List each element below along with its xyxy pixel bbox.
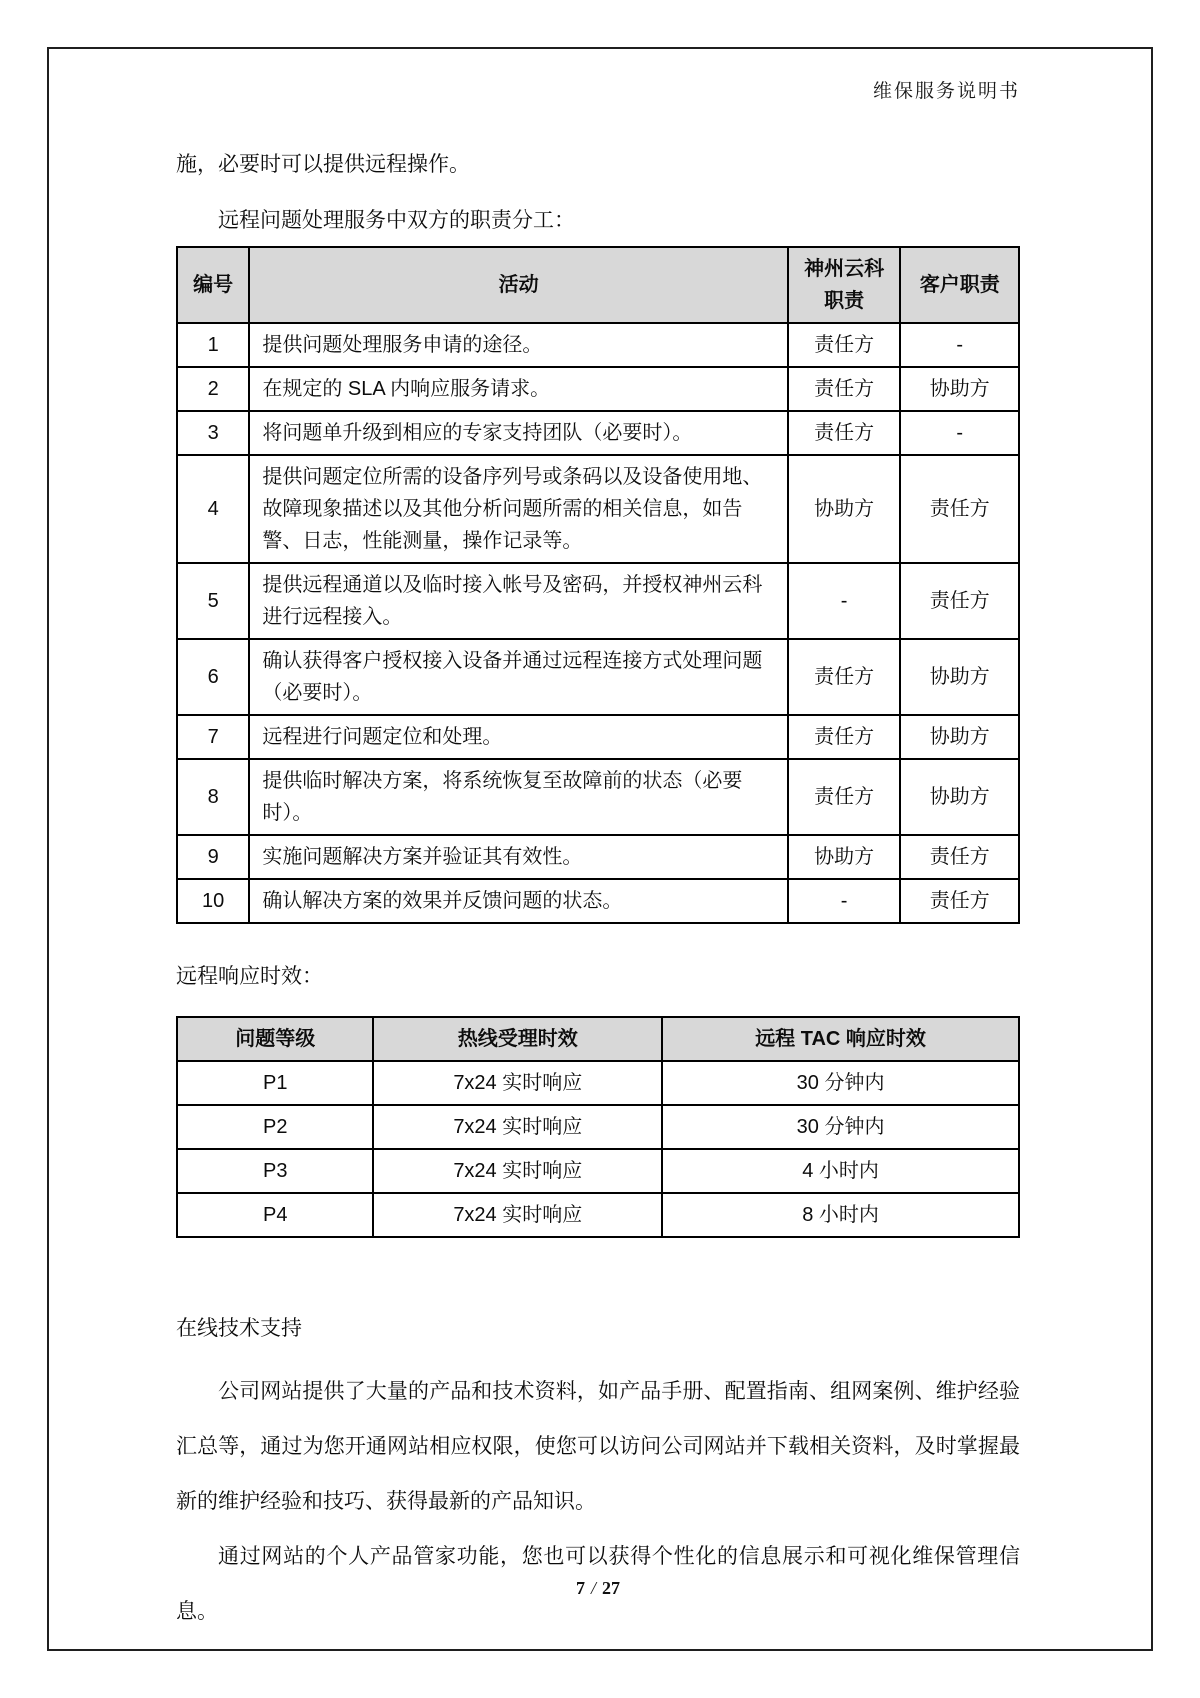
row-no: 2 [177,367,249,411]
row-provider-role: 责任方 [788,759,901,835]
table-row [177,323,1019,367]
col-header-provider-line2: 职责 [824,290,865,312]
row-activity: 将问题单升级到相应的专家支持团队（必要时）。 [249,411,788,455]
row-customer-role: 责任方 [900,835,1019,879]
table-row [177,455,1019,563]
row-provider-role: 责任方 [788,639,901,715]
row-customer-role: 协助方 [900,367,1019,411]
table-row [177,715,1019,759]
row-tac: 8 小时内 [662,1193,1019,1237]
row-no: 1 [177,323,249,367]
response-time-table [176,1016,1020,1238]
table-row [177,1061,1019,1105]
page-footer [176,1578,1020,1599]
row-activity: 提供远程通道以及临时接入帐号及密码，并授权神州云科进行远程接入。 [249,563,788,639]
row-no: 4 [177,455,249,563]
table-row [177,1193,1019,1237]
row-provider-role: 协助方 [788,835,901,879]
row-level: P1 [177,1061,373,1105]
row-activity: 确认获得客户授权接入设备并通过远程连接方式处理问题（必要时）。 [249,639,788,715]
row-provider-role: 责任方 [788,323,901,367]
table-row [177,879,1019,923]
col-header-no: 编号 [177,247,249,323]
online-support-paragraph-1: 公司网站提供了大量的产品和技术资料，如产品手册、配置指南、组网案例、维护经验汇总等，通过为您开通网站相应权限，使您可以访问公司网站并下载相关资料，及时掌握最新的维护经验和技巧、获得最新的产品知识。 [176,1380,1020,1514]
page-number-separator: / [590,1578,596,1598]
row-activity: 在规定的 SLA 内响应服务请求。 [249,367,788,411]
row-provider-role: 责任方 [788,715,901,759]
response-time-heading: 远程响应时效： [176,965,323,988]
table-row [177,411,1019,455]
intro-line: 施，必要时可以提供远程操作。 [176,153,470,176]
responsibilities-table [176,246,1020,924]
table-row [177,1149,1019,1193]
col-header-customer: 客户职责 [900,247,1019,323]
table-row [177,563,1019,639]
row-activity: 实施问题解决方案并验证其有效性。 [249,835,788,879]
row-activity: 确认解决方案的效果并反馈问题的状态。 [249,879,788,923]
row-provider-role: 责任方 [788,411,901,455]
document-header-title: 维保服务说明书 [872,81,1020,102]
page-number-total: 27 [602,1578,620,1598]
row-no: 7 [177,715,249,759]
table-row [177,1105,1019,1149]
responsibilities-table-caption: 远程问题处理服务中双方的职责分工： [218,208,575,232]
row-customer-role: - [900,323,1019,367]
row-level: P4 [177,1193,373,1237]
row-tac: 30 分钟内 [662,1061,1019,1105]
row-customer-role: 责任方 [900,879,1019,923]
row-activity: 提供问题处理服务申请的途径。 [249,323,788,367]
row-no: 10 [177,879,249,923]
row-customer-role: 责任方 [900,563,1019,639]
row-hotline: 7x24 实时响应 [373,1105,662,1149]
row-provider-role: - [788,879,901,923]
page-content [176,60,1020,1639]
col-header-provider [788,247,901,323]
row-no: 9 [177,835,249,879]
row-activity: 远程进行问题定位和处理。 [249,715,788,759]
row-hotline: 7x24 实时响应 [373,1061,662,1105]
row-hotline: 7x24 实时响应 [373,1193,662,1237]
row-customer-role: - [900,411,1019,455]
row-level: P3 [177,1149,373,1193]
table-row [177,835,1019,879]
row-hotline: 7x24 实时响应 [373,1149,662,1193]
col-header-tac: 远程 TAC 响应时效 [662,1017,1019,1061]
table-header-row [177,1017,1019,1061]
row-no: 5 [177,563,249,639]
row-provider-role: - [788,563,901,639]
table-header-row [177,247,1019,323]
row-provider-role: 责任方 [788,367,901,411]
table-row [177,367,1019,411]
row-no: 6 [177,639,249,715]
row-provider-role: 协助方 [788,455,901,563]
row-customer-role: 协助方 [900,715,1019,759]
col-header-provider-line1: 神州云科 [804,258,885,280]
row-level: P2 [177,1105,373,1149]
col-header-hotline: 热线受理时效 [373,1017,662,1061]
table-row [177,639,1019,715]
table-row [177,759,1019,835]
row-tac: 30 分钟内 [662,1105,1019,1149]
row-activity: 提供问题定位所需的设备序列号或条码以及设备使用地、故障现象描述以及其他分析问题所需的相关信息，如告警、日志，性能测量，操作记录等。 [249,455,788,563]
row-customer-role: 协助方 [900,759,1019,835]
col-header-level: 问题等级 [177,1017,373,1061]
row-tac: 4 小时内 [662,1149,1019,1193]
online-support-heading: 在线技术支持 [176,1317,302,1340]
online-support-paragraph-2: 通过网站的个人产品管家功能，您也可以获得个性化的信息展示和可视化维保管理信息。 [176,1545,1020,1624]
row-customer-role: 责任方 [900,455,1019,563]
row-activity: 提供临时解决方案，将系统恢复至故障前的状态（必要时）。 [249,759,788,835]
col-header-activity: 活动 [249,247,788,323]
page-number-current: 7 [575,1578,585,1598]
row-customer-role: 协助方 [900,639,1019,715]
row-no: 8 [177,759,249,835]
row-no: 3 [177,411,249,455]
